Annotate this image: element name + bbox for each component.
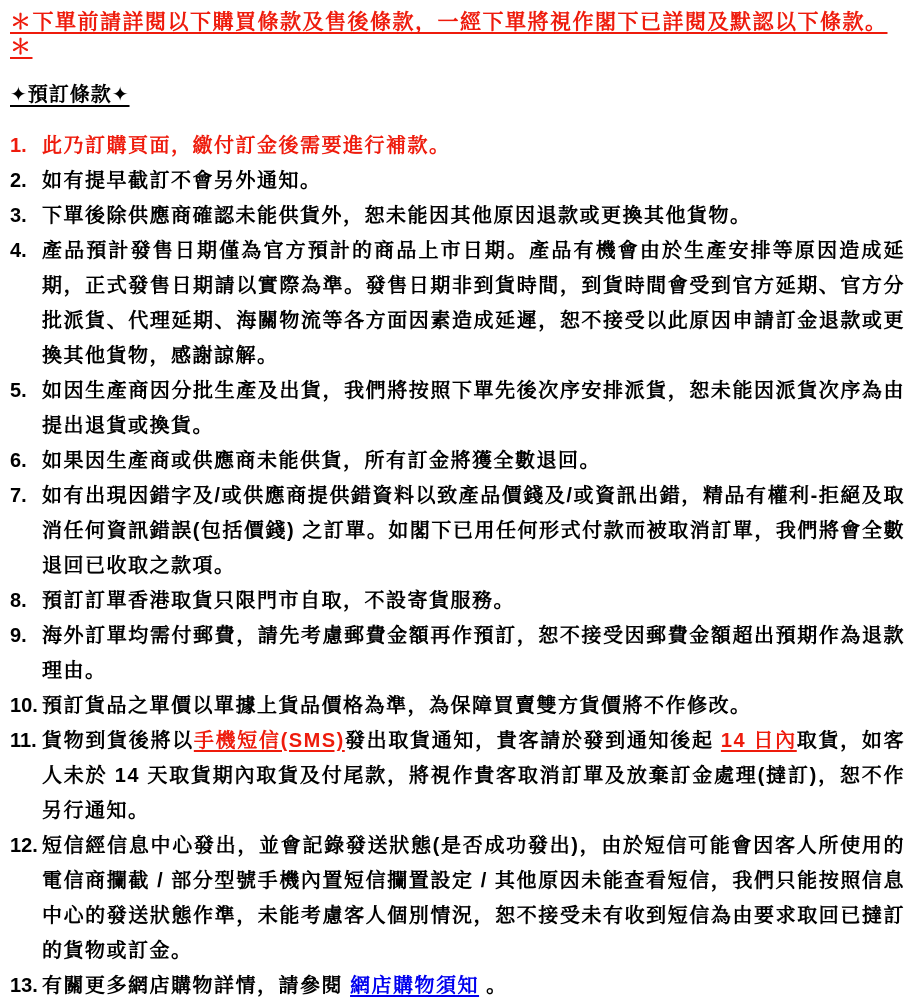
sms-notice-highlight: 手機短信(SMS): [193, 730, 345, 752]
term-item-9: [10, 619, 905, 689]
section-title-text: ✦預訂條款✦: [10, 84, 130, 106]
term-item-11: [10, 724, 905, 829]
section-title: [10, 83, 905, 107]
term-number: 7.: [10, 485, 27, 507]
term-number: 3.: [10, 205, 27, 227]
term-number: 9.: [10, 625, 27, 647]
term-number: 11.: [10, 730, 37, 752]
term-text: 如果因生產商或供應商未能供貨，所有訂金將獲全數退回。: [42, 450, 601, 472]
term-number: 12.: [10, 835, 38, 857]
term-number: 8.: [10, 590, 27, 612]
term-text: 發出取貨通知，貴客請於發到通知後起: [344, 730, 721, 752]
term-item-7: [10, 479, 905, 584]
term-item-5: [10, 374, 905, 444]
term-text: 。: [479, 975, 508, 997]
term-item-10: [10, 689, 905, 724]
term-number: 13.: [10, 975, 38, 997]
term-item-12: [10, 829, 905, 969]
term-number: 2.: [10, 170, 27, 192]
term-item-2: [10, 164, 905, 199]
term-text: 如有出現因錯字及/或供應商提供錯資料以致產品價錢及/或資訊出錯，精品有權利-拒絕及取消任何資訊錯誤(包括價錢) 之訂單。如閣下已用任何形式付款而被取消訂單，我們將會全數退回已收取之款項。: [42, 485, 905, 577]
term-number: 4.: [10, 240, 27, 262]
term-number: 6.: [10, 450, 27, 472]
term-text: 海外訂單均需付郵費，請先考慮郵費金額再作預訂，恕不接受因郵費金額超出預期作為退款理由。: [42, 625, 905, 682]
term-item-1: [10, 129, 905, 164]
term-number: 10.: [10, 695, 38, 717]
term-text: 此乃訂購頁面，繳付訂金後需要進行補款。: [42, 135, 451, 157]
term-text: 取貨，如客人未於 14 天取貨期內取貨及付尾款，將視作貴客取消訂單及放棄訂金處理(撻訂)，恕不作另行通知。: [42, 730, 906, 822]
term-text: 貨物到貨後將以: [42, 730, 194, 752]
store-shopping-guide-link[interactable]: 網店購物須知: [350, 975, 480, 997]
term-number: 5.: [10, 380, 27, 402]
term-item-8: [10, 584, 905, 619]
term-item-3: [10, 199, 905, 234]
term-text: 預訂訂單香港取貨只限門市自取，不設寄貨服務。: [42, 590, 515, 612]
term-text: 下單後除供應商確認未能供貨外，恕未能因其他原因退款或更換其他貨物。: [42, 205, 752, 227]
term-text: 產品預計發售日期僅為官方預計的商品上市日期。產品有機會由於生產安排等原因造成延期，正式發售日期請以實際為準。發售日期非到貨時間，到貨時間會受到官方延期、官方分批派貨、代理延期、海關物流等各方面因素造成延遲，恕不接受以此原因申請訂金退款或更換其他貨物，感謝諒解。: [42, 240, 905, 367]
purchase-notice-header: ＊下單前請詳閱以下購買條款及售後條款，一經下單將視作閣下已詳閱及默認以下條款。＊: [10, 11, 888, 59]
terms-list: [10, 129, 905, 1004]
pickup-deadline-highlight: 14 日內: [720, 730, 797, 752]
term-text: 短信經信息中心發出，並會記錄發送狀態(是否成功發出)，由於短信可能會因客人所使用的電信商攔截 / 部分型號手機內置短信攔置設定 / 其他原因未能查看短信，我們只能按照信息中心的發送狀態作準，未能考慮客人個別情況，恕不接受未有收到短信為由要求取回已撻訂的貨物或訂金。: [42, 835, 905, 962]
term-item-6: [10, 444, 905, 479]
term-item-13: [10, 969, 905, 1004]
term-text: 如因生產商因分批生產及出貨，我們將按照下單先後次序安排派貨，恕未能因派貨次序為由提出退貨或換貨。: [42, 380, 905, 437]
term-text: 預訂貨品之單價以單據上貨品價格為準，為保障買賣雙方貨價將不作修改。: [42, 695, 752, 717]
term-text: 有關更多網店購物詳情，請參閱: [42, 975, 351, 997]
term-number: 1.: [10, 135, 27, 157]
term-text: 如有提早截訂不會另外通知。: [42, 170, 322, 192]
term-item-4: [10, 234, 905, 374]
